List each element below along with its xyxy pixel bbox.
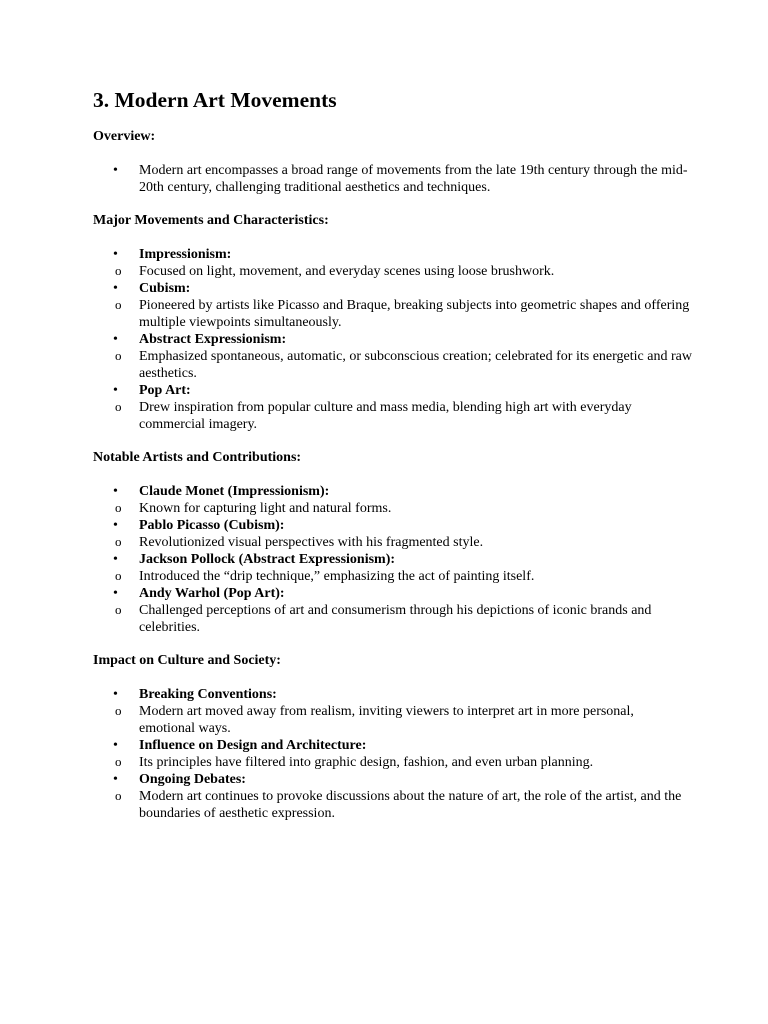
document-page <box>93 86 693 822</box>
sub-list-item <box>93 348 693 382</box>
circle-bullet-icon: o <box>115 263 122 278</box>
bullet-icon: • <box>113 163 118 178</box>
list-item <box>93 686 693 737</box>
list-item <box>93 517 693 551</box>
item-title: Jackson Pollock (Abstract Expressionism): <box>139 552 396 567</box>
sub-list-item <box>93 534 693 551</box>
sub-list <box>93 500 693 517</box>
section <box>93 128 693 196</box>
circle-bullet-icon: o <box>115 348 122 363</box>
bullet-list <box>93 483 693 636</box>
item-title: Pablo Picasso (Cubism): <box>139 518 285 533</box>
section-heading: Overview: <box>93 129 156 144</box>
circle-bullet-icon: o <box>115 754 122 769</box>
sub-list <box>93 399 693 433</box>
list-item <box>93 483 693 517</box>
sub-list <box>93 568 693 585</box>
sub-list-item <box>93 568 693 585</box>
list-item <box>93 771 693 822</box>
bullet-icon: • <box>113 383 118 398</box>
bullet-icon: • <box>113 552 118 567</box>
list-item <box>93 382 693 433</box>
sub-item-text: Revolutionized visual perspectives with his fragmented style. <box>139 535 484 550</box>
circle-bullet-icon: o <box>115 703 122 718</box>
circle-bullet-icon: o <box>115 534 122 549</box>
bullet-icon: • <box>113 518 118 533</box>
item-title: Breaking Conventions: <box>139 687 277 702</box>
document-sections <box>93 128 693 822</box>
sub-list <box>93 348 693 382</box>
circle-bullet-icon: o <box>115 500 122 515</box>
list-item <box>93 737 693 771</box>
sub-list-item <box>93 297 693 331</box>
bullet-icon: • <box>113 332 118 347</box>
section-heading: Impact on Culture and Society: <box>93 653 281 668</box>
bullet-icon: • <box>113 484 118 499</box>
bullet-list <box>93 162 693 196</box>
item-title: Claude Monet (Impressionism): <box>139 484 330 499</box>
sub-list-item <box>93 500 693 517</box>
item-text: Modern art encompasses a broad range of movements from the late 19th century through the mid-20th century, challenging traditional aesthetics and techniques. <box>139 163 688 195</box>
sub-item-text: Introduced the “drip technique,” emphasizing the act of painting itself. <box>139 569 535 584</box>
sub-list <box>93 754 693 771</box>
section-heading: Major Movements and Characteristics: <box>93 213 329 228</box>
sub-item-text: Its principles have filtered into graphic design, fashion, and even urban planning. <box>139 755 594 770</box>
sub-list-item <box>93 788 693 822</box>
sub-list <box>93 263 693 280</box>
sub-list-item <box>93 703 693 737</box>
bullet-icon: • <box>113 772 118 787</box>
sub-item-text: Modern art continues to provoke discussions about the nature of art, the role of the artist, and the boundaries of aesthetic expression. <box>139 789 682 821</box>
sub-list <box>93 602 693 636</box>
circle-bullet-icon: o <box>115 297 122 312</box>
list-item <box>93 331 693 382</box>
list-item <box>93 246 693 280</box>
document-title: 3. Modern Art Movements <box>93 88 337 112</box>
sub-list-item <box>93 602 693 636</box>
bullet-icon: • <box>113 586 118 601</box>
section-heading: Notable Artists and Contributions: <box>93 450 302 465</box>
sub-item-text: Modern art moved away from realism, inviting viewers to interpret art in more personal, emotional ways. <box>139 704 634 736</box>
sub-item-text: Emphasized spontaneous, automatic, or subconscious creation; celebrated for its energetic and raw aesthetics. <box>139 349 692 381</box>
bullet-icon: • <box>113 281 118 296</box>
bullet-icon: • <box>113 738 118 753</box>
circle-bullet-icon: o <box>115 602 122 617</box>
sub-item-text: Challenged perceptions of art and consumerism through his depictions of iconic brands and celebrities. <box>139 603 652 635</box>
section <box>93 449 693 636</box>
sub-item-text: Known for capturing light and natural forms. <box>139 501 392 516</box>
sub-list-item <box>93 263 693 280</box>
item-title: Cubism: <box>139 281 191 296</box>
bullet-list <box>93 246 693 433</box>
section <box>93 212 693 433</box>
list-item <box>93 280 693 331</box>
item-title: Pop Art: <box>139 383 191 398</box>
sub-item-text: Focused on light, movement, and everyday scenes using loose brushwork. <box>139 264 555 279</box>
item-title: Ongoing Debates: <box>139 772 246 787</box>
circle-bullet-icon: o <box>115 788 122 803</box>
list-item <box>93 551 693 585</box>
item-title: Abstract Expressionism: <box>139 332 287 347</box>
sub-item-text: Drew inspiration from popular culture and mass media, blending high art with everyday commercial imagery. <box>139 400 632 432</box>
sub-list <box>93 297 693 331</box>
bullet-icon: • <box>113 247 118 262</box>
item-title: Influence on Design and Architecture: <box>139 738 367 753</box>
sub-list-item <box>93 754 693 771</box>
sub-list-item <box>93 399 693 433</box>
sub-list <box>93 534 693 551</box>
item-title: Andy Warhol (Pop Art): <box>139 586 285 601</box>
list-item <box>93 585 693 636</box>
circle-bullet-icon: o <box>115 568 122 583</box>
list-item <box>93 162 693 196</box>
bullet-icon: • <box>113 687 118 702</box>
section <box>93 652 693 822</box>
item-title: Impressionism: <box>139 247 232 262</box>
bullet-list <box>93 686 693 822</box>
circle-bullet-icon: o <box>115 399 122 414</box>
sub-list <box>93 788 693 822</box>
sub-list <box>93 703 693 737</box>
sub-item-text: Pioneered by artists like Picasso and Braque, breaking subjects into geometric shapes and offering multiple viewpoints simultaneously. <box>139 298 690 330</box>
